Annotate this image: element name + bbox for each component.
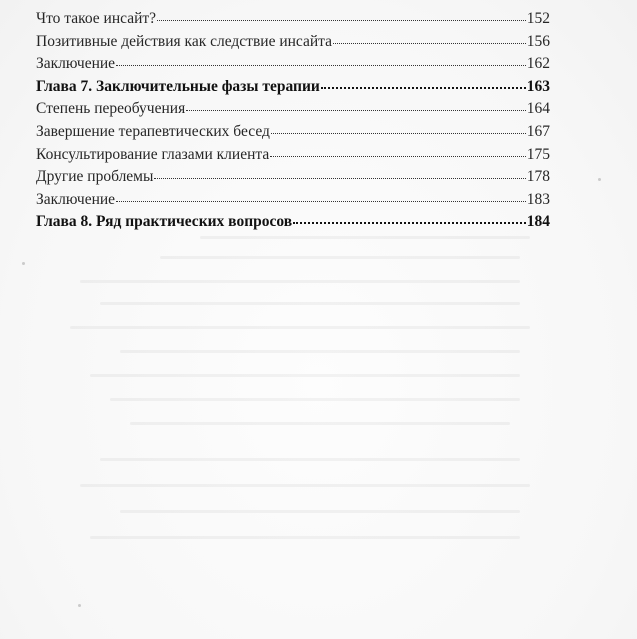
scan-speck	[598, 178, 601, 181]
toc-entry[interactable]	[36, 189, 550, 212]
toc-entry[interactable]	[36, 53, 550, 76]
toc-chapter-title: Глава 7. Заключительные фазы терапии	[36, 77, 320, 95]
scan-speck	[22, 262, 25, 265]
toc-entry-page: 162	[526, 55, 550, 73]
dot-leader	[154, 174, 525, 179]
toc-chapter-page: 163	[526, 77, 550, 95]
toc-entry-page: 175	[526, 145, 550, 163]
toc-chapter-entry[interactable]	[36, 211, 550, 234]
toc-entry-page: 152	[526, 10, 550, 27]
toc-entry-title: Заключение	[36, 190, 116, 208]
table-of-contents	[36, 8, 550, 234]
toc-entry-page: 183	[526, 190, 550, 208]
dot-leader	[116, 61, 526, 66]
toc-entry[interactable]	[36, 144, 550, 167]
dot-leader	[157, 16, 526, 21]
dot-leader	[186, 106, 526, 111]
toc-entry[interactable]	[36, 98, 550, 121]
dot-leader	[116, 197, 526, 202]
dot-leader	[321, 83, 526, 89]
toc-entry[interactable]	[36, 166, 550, 189]
toc-chapter-title: Глава 8. Ряд практических вопросов	[36, 213, 293, 231]
toc-entry-title: Позитивные действия как следствие инсайта	[36, 32, 332, 50]
toc-entry[interactable]	[36, 31, 550, 54]
toc-entry-page: 164	[526, 100, 550, 118]
toc-chapter-page: 184	[526, 213, 550, 231]
toc-entry-title: Другие проблемы	[36, 168, 154, 186]
toc-entry[interactable]	[36, 8, 550, 31]
scan-speck	[78, 604, 81, 607]
toc-entry-title: Степень переобучения	[36, 100, 186, 118]
toc-entry-title: Завершение терапевтических бесед	[36, 122, 270, 140]
dot-leader	[270, 152, 526, 157]
dot-leader	[271, 129, 526, 134]
toc-entry-title: Консультирование глазами клиента	[36, 145, 270, 163]
page-bleed-through	[40, 222, 540, 622]
toc-entry-page: 178	[526, 168, 550, 186]
toc-entry-title: Заключение	[36, 55, 116, 73]
dot-leader	[333, 39, 526, 44]
toc-entry-title: Что такое инсайт?	[36, 10, 157, 27]
dot-leader	[293, 218, 526, 224]
toc-entry[interactable]	[36, 121, 550, 144]
toc-entry-page: 156	[526, 32, 550, 50]
toc-chapter-entry[interactable]	[36, 76, 550, 99]
toc-entry-page: 167	[526, 122, 550, 140]
